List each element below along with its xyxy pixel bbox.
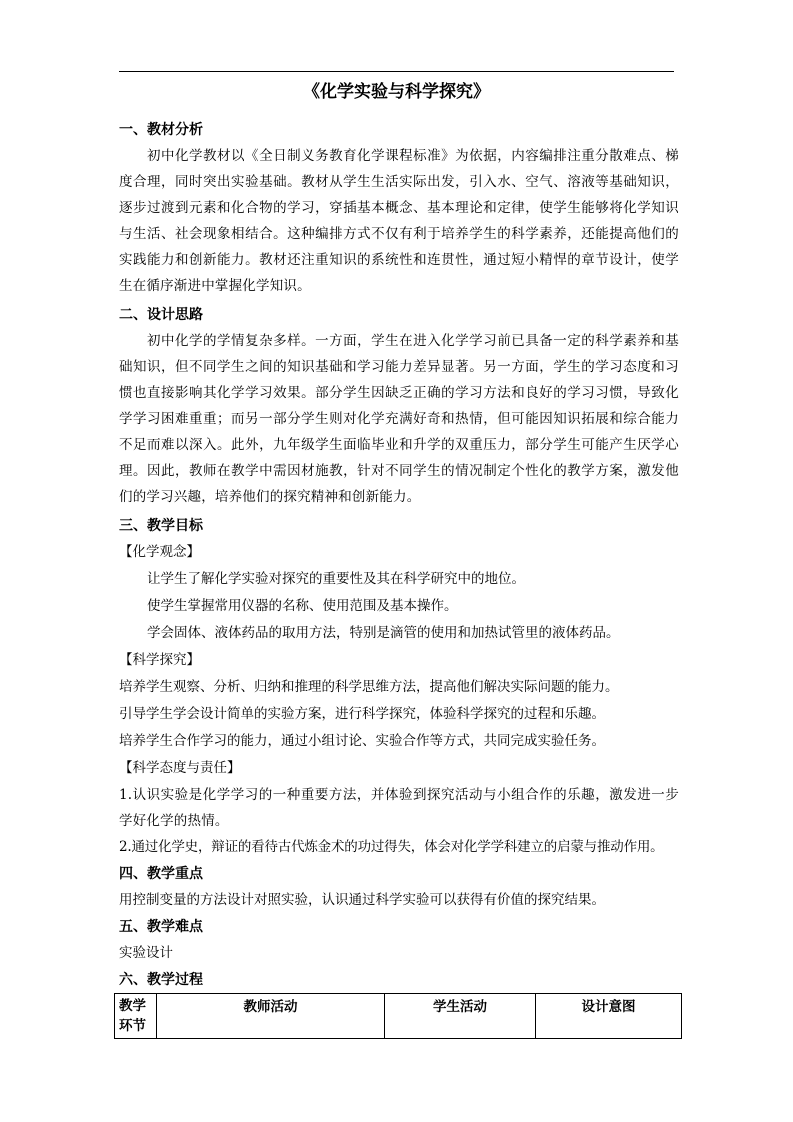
table-header-cell: 教师活动 (157, 994, 385, 1039)
section-body-difficulties: 实验设计 (119, 945, 173, 961)
document-title: 《化学实验与科学探究》 (303, 82, 490, 102)
table-header-cell: 设计意图 (536, 994, 682, 1039)
table-header-cell: 学生活动 (385, 994, 536, 1039)
section-heading-textbook-analysis: 一、教材分析 (119, 122, 203, 138)
objective-group-label-chemistry-concepts: 【化学观念】 (119, 544, 200, 560)
section-heading-key-points: 四、教学重点 (119, 866, 203, 882)
section-heading-difficulties: 五、教学难点 (119, 919, 203, 935)
section-body-textbook-analysis: 初中化学教材以《全日制义务教育化学课程标准》为依据，内容编排注重分散难点、梯度合理，同时突出实验基础。教材从学生生活实际出发，引入水、空气、溶液等基础知识，逐步过渡到元素和化合物的学习，穿插基本概念、基本理论和定律，使学生能够将化学知识与生活、社会现象相结合。这种编排方式不仅有利于培养学生的科学素养，还能提高他们的实践能力和创新能力。教材还注重知识的系统性和连贯性，通过短小精悍的章节设计，使学生在循序渐进中掌握化学知识。 (119, 148, 679, 294)
objective-item: 引导学生学会设计简单的实验方案，进行科学探究，体验科学探究的过程和乐趣。 (119, 706, 605, 722)
table-header-row (115, 994, 682, 1039)
document-body (119, 117, 679, 993)
objective-item: 2.通过化学史，辩证的看待古代炼金术的功过得失，体会对化学学科建立的启蒙与推动作用。 (119, 839, 664, 855)
objective-item: 让学生了解化学实验对探究的重要性及其在科学研究中的地位。 (147, 571, 525, 587)
teaching-process-table (114, 993, 682, 1039)
section-body-key-points: 用控制变量的方法设计对照实验，认识通过科学实验可以获得有价值的探究结果。 (119, 892, 605, 908)
objective-item: 使学生掌握常用仪器的名称、使用范围及基本操作。 (147, 598, 458, 614)
section-heading-teaching-objectives: 三、教学目标 (119, 518, 203, 534)
section-body-design-ideas: 初中化学的学情复杂多样。一方面，学生在进入化学学习前已具备一定的科学素养和基础知识，但不同学生之间的知识基础和学习能力差异显著。另一方面，学生的学习态度和习惯也直接影响其化学学习效果。部分学生因缺乏正确的学习方法和良好的学习习惯，导致化学学习困难重重；而另一部分学生则对化学充满好奇和热情，但可能因知识拓展和综合能力不足而难以深入。此外，九年级学生面临毕业和升学的双重压力，部分学生可能产生厌学心理。因此，教师在教学中需因材施教，针对不同学生的情况制定个性化的教学方案，激发他们的学习兴趣，培养他们的探究精神和创新能力。 (119, 333, 679, 505)
objective-group-label-attitude-responsibility: 【科学态度与责任】 (119, 760, 241, 776)
table-header-cell: 教学环节 (115, 994, 157, 1039)
objective-group-label-scientific-inquiry: 【科学探究】 (119, 652, 200, 668)
header-rule (119, 71, 674, 72)
objective-item: 培养学生合作学习的能力，通过小组讨论、实验合作等方式，共同完成实验任务。 (119, 733, 605, 749)
objective-item: 学会固体、液体药品的取用方法，特别是滴管的使用和加热试管里的液体药品。 (147, 625, 620, 641)
objective-item: 培养学生观察、分析、归纳和推理的科学思维方法，提高他们解决实际问题的能力。 (119, 679, 619, 695)
section-heading-design-ideas: 二、设计思路 (119, 307, 203, 323)
section-heading-teaching-process: 六、教学过程 (119, 972, 203, 988)
objective-item: 1.认识实验是化学学习的一种重要方法，并体验到探究活动与小组合作的乐趣，激发进一步学好化学的热情。 (119, 787, 679, 829)
